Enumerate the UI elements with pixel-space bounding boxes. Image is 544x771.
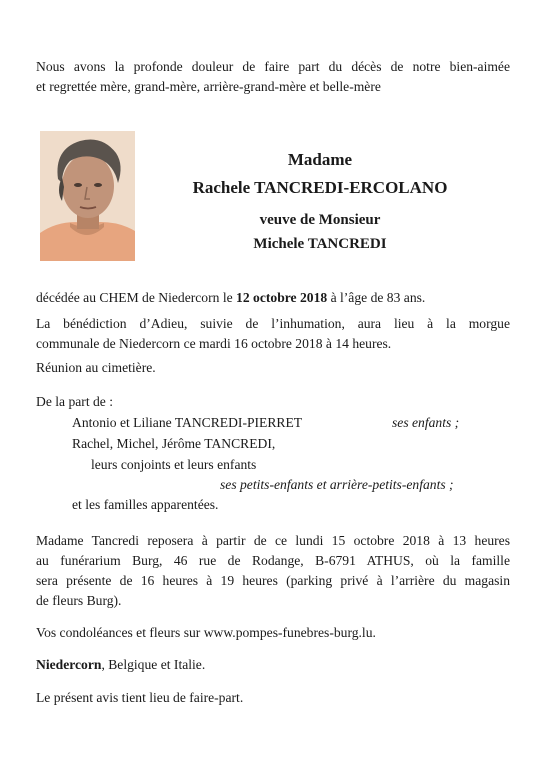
- ceremony-line-1: La bénédiction d’Adieu, suivie de l’inhumation, aura lieu à la morgue: [36, 316, 510, 331]
- ceremony-line-2: communale de Niedercorn ce mardi 16 octobre 2018 à 14 heures.: [36, 336, 392, 351]
- deceased-title: Madame: [287, 150, 353, 169]
- ceremony-paragraph: [36, 314, 510, 354]
- intro-line-1: Nous avons la profonde douleur de faire part du décès de notre bien-aimée: [36, 59, 510, 74]
- family-header: De la part de :: [36, 394, 113, 409]
- notice-text: Le présent avis tient lieu de faire-part.: [36, 690, 244, 705]
- rest-paragraph: [36, 531, 510, 611]
- grandchildren-role: ses petits-enfants et arrière-petits-enfants ;: [220, 477, 454, 492]
- condolences-text: Vos condoléances et fleurs sur www.pompes-funebres-burg.lu.: [36, 625, 376, 640]
- death-paragraph: [36, 288, 510, 308]
- rest-line-3: sera présente de 16 heures à 19 heures (parking privé à l’arrière du magasin: [36, 573, 510, 588]
- place-countries: , Belgique et Italie.: [101, 657, 206, 672]
- children-names: Antonio et Liliane TANCREDI-PIERRET: [72, 415, 303, 430]
- death-suffix: à l’âge de 83 ans.: [327, 290, 426, 305]
- deceased-name: Rachele TANCREDI-ERCOLANO: [192, 178, 448, 197]
- families-text: et les familles apparentées.: [72, 497, 219, 512]
- grandchildren-spouses: leurs conjoints et leurs enfants: [91, 457, 257, 472]
- rest-line-2: au funérarium Burg, 46 rue de Rodange, B-6791 ATHUS, où la famille: [36, 553, 510, 568]
- rest-line-1: Madame Tancredi reposera à partir de ce lundi 15 octobre 2018 à 13 heures: [36, 533, 510, 548]
- grandchildren-names: Rachel, Michel, Jérôme TANCREDI,: [72, 436, 276, 451]
- place-line: [36, 655, 510, 675]
- death-date: 12 octobre 2018: [236, 290, 328, 305]
- husband-name: Michele TANCREDI: [253, 236, 387, 252]
- rest-line-4: de fleurs Burg).: [36, 593, 122, 608]
- widow-of: veuve de Monsieur: [259, 212, 381, 228]
- death-prefix: décédée au CHEM de Niedercorn le: [36, 290, 237, 305]
- place-city: Niedercorn: [36, 657, 102, 672]
- intro-paragraph: [36, 57, 510, 97]
- intro-line-2: et regrettée mère, grand-mère, arrière-grand-mère et belle-mère: [36, 79, 381, 94]
- children-role: ses enfants ;: [392, 415, 460, 430]
- reunion-text: Réunion au cimetière.: [36, 360, 156, 375]
- portrait-photo: [40, 131, 135, 261]
